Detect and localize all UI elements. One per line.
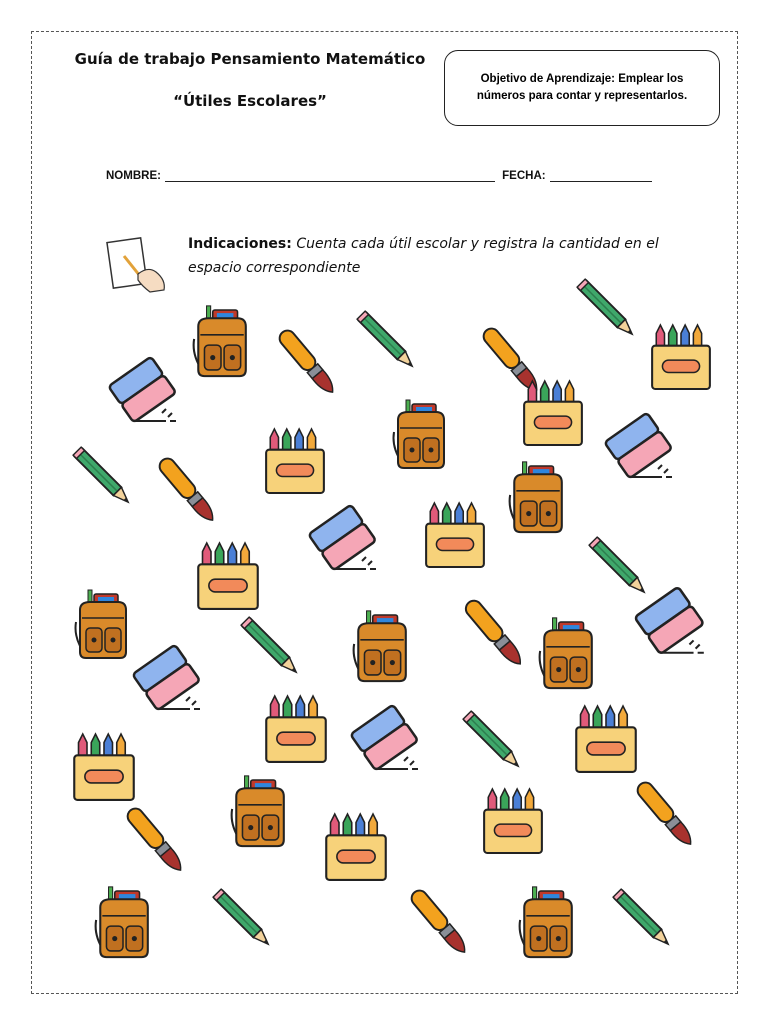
date-field[interactable] (550, 171, 652, 182)
eraser-icon (346, 704, 426, 776)
crayon-box-icon (520, 374, 586, 452)
writing-hand-icon (104, 236, 172, 294)
crayon-box-icon (322, 808, 390, 886)
name-date-row (106, 170, 656, 182)
pencil-icon (350, 304, 426, 380)
pencil-icon (206, 882, 282, 958)
backpack-icon (506, 458, 568, 536)
backpack-icon (536, 614, 598, 692)
eraser-icon (600, 412, 680, 484)
crayon-box-icon (262, 422, 328, 500)
crayon-box-icon (648, 320, 714, 394)
backpack-icon (228, 772, 290, 850)
backpack-icon (516, 882, 578, 962)
crayon-box-icon (480, 782, 546, 860)
objective-box: Objetivo de Aprendizaje: Emplear los números para contar y representarlos. (444, 50, 720, 126)
date-label: FECHA: (502, 170, 546, 182)
page-subtitle: “Útiles Escolares” (173, 92, 327, 110)
paintbrush-icon (150, 450, 228, 528)
backpack-icon (390, 396, 450, 472)
paintbrush-icon (456, 592, 536, 672)
paintbrush-icon (628, 774, 706, 852)
backpack-icon (190, 300, 252, 382)
instructions-text: Cuenta cada útil escolar y registra la cantidad en el espacio correspondiente (188, 236, 659, 276)
paintbrush-icon (402, 882, 480, 960)
backpack-icon (72, 586, 132, 662)
crayon-box-icon (262, 690, 330, 768)
instructions-label: Indicaciones: (188, 236, 292, 252)
paintbrush-icon (118, 800, 196, 878)
eraser-icon (104, 356, 184, 428)
pencil-icon (570, 272, 646, 348)
crayon-box-icon (194, 538, 262, 614)
pencil-icon (234, 610, 310, 686)
crayon-box-icon (572, 700, 640, 778)
page-title: Guía de trabajo Pensamiento Matemático (74, 50, 426, 68)
crayon-box-icon (422, 496, 488, 574)
backpack-icon (92, 882, 154, 962)
crayon-box-icon (70, 728, 138, 806)
pencil-icon (456, 704, 532, 780)
pencil-icon (606, 882, 682, 958)
eraser-icon (128, 644, 208, 716)
eraser-icon (630, 586, 712, 660)
eraser-icon (304, 504, 384, 576)
paintbrush-icon (270, 322, 348, 400)
backpack-icon (350, 606, 412, 686)
name-field[interactable] (165, 171, 495, 182)
name-label: NOMBRE: (106, 170, 161, 182)
pencil-icon (66, 440, 142, 516)
